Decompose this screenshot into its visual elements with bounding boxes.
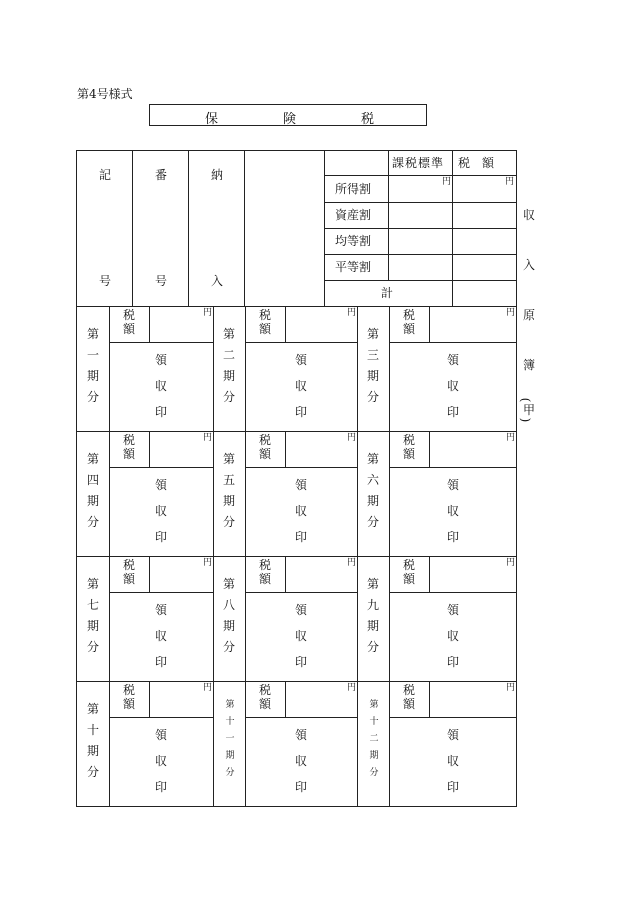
divider <box>429 306 430 342</box>
divider <box>285 681 286 717</box>
divider <box>389 306 390 431</box>
yen-unit: 円 <box>347 433 357 443</box>
receipt-stamp-label: 印 <box>155 405 168 419</box>
period-label-char: 分 <box>223 390 236 404</box>
period-label-char: 一 <box>87 348 100 362</box>
period-label-char: 分 <box>87 640 100 654</box>
divider <box>389 556 390 681</box>
period-label-char: 第 <box>367 327 380 341</box>
period-label-char: 期 <box>367 369 380 383</box>
header-tax-amount: 税 額 <box>458 156 495 170</box>
period-label-char: 十 <box>225 717 235 727</box>
yen-unit: 円 <box>506 433 516 443</box>
divider <box>389 717 516 718</box>
period-label-char: 期 <box>369 751 379 761</box>
period-label-char: 期 <box>87 744 100 758</box>
tax-amount-label: 税 <box>259 683 272 697</box>
period-label-char: 第 <box>223 577 236 591</box>
divider <box>389 342 516 343</box>
divider <box>132 151 133 306</box>
receipt-stamp-label: 印 <box>447 405 460 419</box>
divider <box>357 556 358 681</box>
divider <box>429 681 430 717</box>
title-char-2: 険 <box>283 112 297 127</box>
receipt-stamp-label: 領 <box>155 478 168 492</box>
tax-amount-label: 額 <box>403 572 416 586</box>
receipt-stamp-label: 印 <box>295 655 308 669</box>
period-label-char: 分 <box>223 515 236 529</box>
receipt-stamp-label: 印 <box>155 530 168 544</box>
divider <box>389 431 390 556</box>
ledger-table <box>76 150 517 807</box>
tax-amount-label: 額 <box>259 322 272 336</box>
divider <box>77 556 516 557</box>
period-label-char: 第 <box>223 327 236 341</box>
tax-amount-label: 額 <box>123 322 136 336</box>
receipt-stamp-label: 領 <box>155 603 168 617</box>
tax-amount-label: 税 <box>123 558 136 572</box>
divider <box>324 228 516 229</box>
tax-amount-label: 税 <box>123 683 136 697</box>
tax-amount-label: 税 <box>259 308 272 322</box>
header-nou: 納 <box>211 168 224 182</box>
period-label-char: 九 <box>367 598 380 612</box>
header-nyu: 入 <box>211 274 224 288</box>
period-label-char: 五 <box>223 473 236 487</box>
tax-amount-label: 額 <box>123 572 136 586</box>
receipt-stamp-label: 領 <box>155 728 168 742</box>
row-per-capita: 均等割 <box>335 234 372 248</box>
divider <box>109 717 213 718</box>
yen-unit: 円 <box>347 308 357 318</box>
header-tax-base: 課税標準 <box>392 156 445 170</box>
divider <box>213 306 214 431</box>
divider <box>245 431 246 556</box>
receipt-stamp-label: 収 <box>447 379 460 393</box>
receipt-stamp-label: 領 <box>447 478 460 492</box>
period-label-char: 分 <box>369 768 379 778</box>
divider <box>245 306 246 431</box>
divider <box>77 306 516 307</box>
receipt-stamp-label: 印 <box>295 780 308 794</box>
divider <box>244 151 245 306</box>
divider <box>324 254 516 255</box>
receipt-stamp-label: 領 <box>295 353 308 367</box>
header-gou: 号 <box>99 274 112 288</box>
divider <box>109 306 110 431</box>
tax-amount-label: 額 <box>259 447 272 461</box>
divider <box>429 431 430 467</box>
tax-amount-label: 額 <box>123 697 136 711</box>
period-label-char: 第 <box>369 700 379 710</box>
side-title-char: ) <box>518 417 533 423</box>
yen-unit: 円 <box>505 177 515 187</box>
divider <box>245 592 357 593</box>
divider <box>245 717 357 718</box>
receipt-stamp-label: 印 <box>447 780 460 794</box>
yen-unit: 円 <box>203 558 213 568</box>
form-number-label: 第4号様式 <box>77 87 133 101</box>
period-label-char: 第 <box>223 452 236 466</box>
divider <box>109 556 110 681</box>
divider <box>357 431 358 556</box>
period-label-char: 期 <box>367 619 380 633</box>
tax-amount-label: 税 <box>403 433 416 447</box>
period-label-char: 第 <box>87 452 100 466</box>
receipt-stamp-label: 印 <box>295 405 308 419</box>
receipt-stamp-label: 印 <box>155 655 168 669</box>
side-title-char: ( <box>518 397 533 403</box>
period-label-char: 分 <box>87 390 100 404</box>
divider <box>77 681 516 682</box>
period-label-char: 期 <box>87 619 100 633</box>
yen-unit: 円 <box>347 558 357 568</box>
period-label-char: 第 <box>225 700 235 710</box>
period-label-char: 期 <box>87 369 100 383</box>
receipt-stamp-label: 印 <box>295 530 308 544</box>
tax-amount-label: 税 <box>123 308 136 322</box>
divider <box>429 556 430 592</box>
divider <box>324 280 516 281</box>
receipt-stamp-label: 領 <box>295 728 308 742</box>
tax-amount-label: 額 <box>123 447 136 461</box>
period-label-char: 二 <box>369 734 379 744</box>
period-label-char: 七 <box>87 598 100 612</box>
divider <box>213 556 214 681</box>
period-label-char: 期 <box>225 751 235 761</box>
tax-amount-label: 額 <box>403 322 416 336</box>
receipt-stamp-label: 収 <box>295 379 308 393</box>
period-label-char: 一 <box>225 734 235 744</box>
receipt-stamp-label: 収 <box>447 754 460 768</box>
receipt-stamp-label: 収 <box>447 629 460 643</box>
period-label-char: 二 <box>223 348 236 362</box>
title-char-1: 保 <box>205 112 219 127</box>
side-title-char: 甲 <box>523 403 536 417</box>
divider <box>389 467 516 468</box>
tax-amount-label: 額 <box>259 572 272 586</box>
receipt-stamp-label: 収 <box>295 629 308 643</box>
receipt-stamp-label: 領 <box>155 353 168 367</box>
divider <box>324 175 516 176</box>
receipt-stamp-label: 収 <box>155 754 168 768</box>
divider <box>285 306 286 342</box>
receipt-stamp-label: 領 <box>447 603 460 617</box>
divider <box>389 592 516 593</box>
divider <box>213 431 214 556</box>
divider <box>245 556 246 681</box>
divider <box>389 681 390 806</box>
divider <box>188 151 189 306</box>
divider <box>357 306 358 431</box>
receipt-stamp-label: 収 <box>295 754 308 768</box>
tax-amount-label: 額 <box>403 447 416 461</box>
tax-amount-label: 額 <box>259 697 272 711</box>
divider <box>245 342 357 343</box>
tax-amount-label: 税 <box>123 433 136 447</box>
divider <box>357 681 358 806</box>
period-label-char: 分 <box>367 640 380 654</box>
receipt-stamp-label: 収 <box>155 504 168 518</box>
title-char-3: 税 <box>361 112 375 127</box>
row-total: 計 <box>381 286 394 300</box>
divider <box>149 431 150 467</box>
period-label-char: 期 <box>223 494 236 508</box>
period-label-char: 十 <box>87 723 100 737</box>
divider <box>109 342 213 343</box>
side-title-char: 収 <box>523 208 536 222</box>
divider <box>109 431 110 556</box>
yen-unit: 円 <box>203 683 213 693</box>
divider <box>149 306 150 342</box>
yen-unit: 円 <box>506 683 516 693</box>
divider <box>324 202 516 203</box>
tax-amount-label: 税 <box>403 308 416 322</box>
receipt-stamp-label: 領 <box>447 353 460 367</box>
receipt-stamp-label: 収 <box>295 504 308 518</box>
period-label-char: 八 <box>223 598 236 612</box>
period-label-char: 第 <box>87 577 100 591</box>
divider <box>245 467 357 468</box>
tax-amount-label: 税 <box>259 558 272 572</box>
tax-amount-label: 税 <box>259 433 272 447</box>
tax-amount-label: 税 <box>403 683 416 697</box>
divider <box>285 431 286 467</box>
receipt-stamp-label: 領 <box>295 478 308 492</box>
divider <box>213 681 214 806</box>
receipt-stamp-label: 収 <box>447 504 460 518</box>
divider <box>149 681 150 717</box>
receipt-stamp-label: 印 <box>447 530 460 544</box>
divider <box>388 151 389 280</box>
side-title-char: 簿 <box>523 358 536 372</box>
yen-unit: 円 <box>203 308 213 318</box>
period-label-char: 第 <box>367 452 380 466</box>
divider <box>109 467 213 468</box>
receipt-stamp-label: 収 <box>155 629 168 643</box>
yen-unit: 円 <box>203 433 213 443</box>
period-label-char: 分 <box>223 640 236 654</box>
period-label-char: 第 <box>87 702 100 716</box>
divider <box>149 556 150 592</box>
receipt-stamp-label: 収 <box>155 379 168 393</box>
period-label-char: 分 <box>367 515 380 529</box>
period-label-char: 分 <box>87 515 100 529</box>
period-label-char: 分 <box>367 390 380 404</box>
period-label-char: 期 <box>223 619 236 633</box>
period-label-char: 期 <box>223 369 236 383</box>
period-label-char: 分 <box>225 768 235 778</box>
period-label-char: 分 <box>87 765 100 779</box>
receipt-stamp-label: 領 <box>447 728 460 742</box>
yen-unit: 円 <box>506 308 516 318</box>
side-title-char: 入 <box>523 258 536 272</box>
divider <box>109 681 110 806</box>
period-label-char: 第 <box>367 577 380 591</box>
period-label-char: 期 <box>367 494 380 508</box>
row-assets: 資産割 <box>335 208 372 222</box>
tax-amount-label: 税 <box>403 558 416 572</box>
divider <box>285 556 286 592</box>
period-label-char: 三 <box>367 348 380 362</box>
yen-unit: 円 <box>506 558 516 568</box>
receipt-stamp-label: 印 <box>155 780 168 794</box>
header-gou2: 号 <box>155 274 168 288</box>
header-ban: 番 <box>155 168 168 182</box>
period-label-char: 十 <box>369 717 379 727</box>
form-title-box <box>149 104 427 126</box>
period-label-char: 四 <box>87 473 100 487</box>
side-title-char: 原 <box>523 308 536 322</box>
divider <box>516 151 517 306</box>
receipt-stamp-label: 領 <box>295 603 308 617</box>
receipt-stamp-label: 印 <box>447 655 460 669</box>
yen-unit: 円 <box>442 177 452 187</box>
period-label-char: 第 <box>87 327 100 341</box>
yen-unit: 円 <box>347 683 357 693</box>
divider <box>245 681 246 806</box>
divider <box>109 592 213 593</box>
tax-amount-label: 額 <box>403 697 416 711</box>
divider <box>77 431 516 432</box>
period-label-char: 六 <box>367 473 380 487</box>
period-label-char: 期 <box>87 494 100 508</box>
row-income: 所得割 <box>335 182 372 196</box>
header-ki: 記 <box>99 168 112 182</box>
row-per-household: 平等割 <box>335 260 372 274</box>
